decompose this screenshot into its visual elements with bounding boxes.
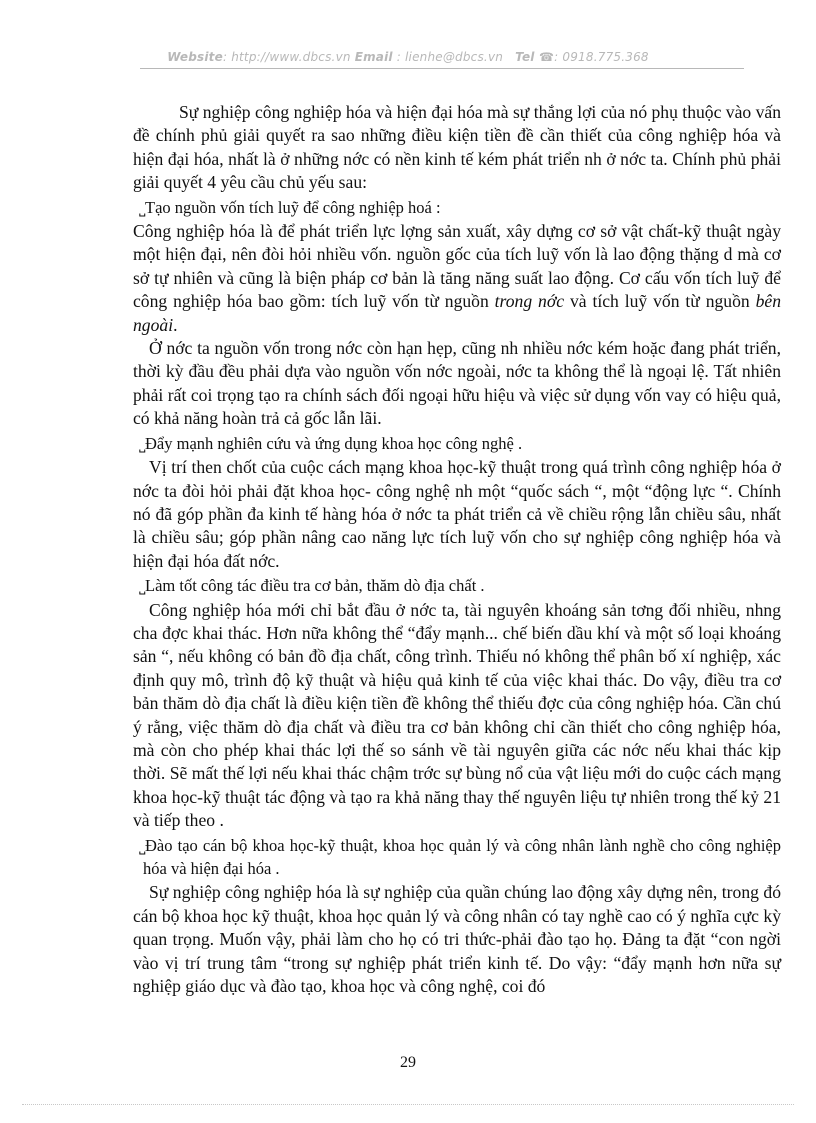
italic-foreign: bên ngoài — [133, 291, 781, 335]
tel-value: : 0918.775.368 — [554, 50, 649, 64]
website-url[interactable]: : http://www.dbcs.vn — [222, 50, 351, 64]
bullet-mark: ˽ — [139, 433, 146, 453]
footer-divider — [22, 1104, 794, 1105]
paragraph-text: và tích luỹ vốn từ nguồn — [564, 291, 756, 312]
page-header — [0, 50, 816, 64]
paragraph-geology: Công nghiệp hóa mới chỉ bắt đầu ở nớc ta, tài nguyên khoáng sản tơng đối nhiều, nhng cha đợc khai thác. Hơn nữa không thể “đẩy mạnh... chế biến dầu khí và một số loại khoáng sản “, nếu không có bản đồ địa chất, công trình. Thiếu nó không thể phân bố xí nghiệp, xác định quy mô, trình độ kỹ thuật và hiệu quả kinh tế của việc khai thác. Do vậy, điều tra cơ bản thăm dò địa chất là điều kiện tiền đề không thể thiếu đợc của công nghiệp hóa. Cần chú ý rằng, việc thăm dò địa chất và điều tra cơ bản không chỉ cần thiết cho công nghiệp hóa, mà còn cho phép khai thác lợi thế so sánh về tài nguyên giữa các nớc nếu khai thác kịp thời. Sẽ mất thế lợi nếu khai thác chậm trớc sự bùng nổ của vật liệu mới do cuộc cách mạng khoa học-kỹ thuật tác động và tạo ra khả năng thay thế nguyên liệu tự nhiên trong thế kỷ 21 và tiếp theo . — [133, 599, 781, 831]
bullet-text: Làm tốt công tác điều tra cơ bản, thăm dò địa chất . — [145, 576, 485, 596]
bullet-capital — [133, 196, 781, 219]
bullet-mark: ˽ — [139, 835, 146, 855]
bullet-science — [133, 432, 781, 455]
paragraph-text: Công nghiệp hóa là để phát triển lực lợng sản xuất, xây dựng cơ sở vật chất-kỹ thuật ngày một hiện đại, nên đòi hỏi nhiều vốn. nguồn gốc của tích luỹ vốn là lao động thặng d mà cơ sở tự nhiên và cũng là biện pháp cơ bản là tăng năng suất lao động. Cơ cấu vốn tích luỹ để công nghiệp hóa bao gồm: tích luỹ vốn từ nguồn — [133, 221, 781, 312]
bullet-text: Tạo nguồn vốn tích luỹ để công nghiệp hoá : — [145, 197, 441, 217]
tel-label: Tel ☎ — [515, 50, 555, 64]
bullet-mark: ˽ — [139, 576, 146, 596]
paragraph-training: Sự nghiệp công nghiệp hóa là sự nghiệp của quần chúng lao động xây dựng nên, trong đó cán bộ khoa học kỹ thuật, khoa học quản lý và công nhân có tay nghề cao có ý nghĩa cực kỳ quan trọng. Muốn vậy, phải làm cho họ có tri thức-phải đào tạo họ. Đảng ta đặt “con ngời vào vị trí trung tâm “trong sự nghiệp phát triển kinh tế. Do vậy: “đẩy mạnh hơn nữa sự nghiệp giáo dục và đào tạo, khoa học và công nghệ, coi đó — [133, 882, 781, 997]
bullet-mark: ˽ — [139, 197, 146, 217]
bullet-text: Đào tạo cán bộ khoa học-kỹ thuật, khoa học quản lý và công nhân lành nghề cho công nghiệp hóa và hiện đại hóa . — [143, 835, 781, 878]
body-text — [133, 101, 781, 998]
page-number: 29 — [400, 1054, 416, 1071]
header-divider — [140, 68, 744, 69]
email-label: Email — [354, 50, 393, 64]
bullet-text: Đẩy mạnh nghiên cứu và ứng dụng khoa học công nghệ . — [145, 433, 523, 453]
paragraph-science: Vị trí then chốt của cuộc cách mạng khoa học-kỹ thuật trong quá trình công nghiệp hóa ở nớc ta đòi hỏi phải đặt khoa học- công nghệ nh một “quốc sách “, một “động lực “. Chính nó đã góp phần đa kinh tế hàng hóa ở nớc ta phát triển cả về chiều rộng lẫn chiều sâu, nhất là chiều sâu; góp phần nâng cao năng lực tích luỹ vốn cho sự nghiệp công nghiệp hóa và hiện đại hóa đất nớc. — [133, 457, 781, 571]
bullet-training — [133, 834, 781, 881]
paragraph-intro: Sự nghiệp công nghiệp hóa và hiện đại hóa mà sự thắng lợi của nó phụ thuộc vào vấn đề chính phủ giải quyết ra sao những điều kiện tiền đề cần thiết của công nghiệp hóa và hiện đại hóa, nhất là ở những nớc có nền kinh tế kém phát triển nh ở nớc ta. Chính phủ phải giải quyết 4 yêu cầu chủ yếu sau: — [133, 102, 781, 193]
website-label: Website — [167, 50, 223, 64]
bullet-geology — [133, 574, 781, 597]
email-value[interactable]: : lienhe@dbcs.vn — [392, 50, 504, 64]
paragraph-capital — [133, 220, 781, 337]
paragraph-foreign-capital: Ở nớc ta nguồn vốn trong nớc còn hạn hẹp, cũng nh nhiều nớc kém hoặc đang phát triển, thời kỳ đầu đều phải dựa vào nguồn vốn nớc ngoài, nớc ta không thể là ngoại lệ. Tất nhiên phải rất coi trọng tạo ra chính sách đối ngoại hữu hiệu và việc sử dụng vốn vay có hiệu quả, có khả năng hoàn trả cả gốc lẫn lãi. — [133, 338, 781, 429]
italic-domestic: trong nớc — [494, 291, 565, 312]
paragraph-text: . — [173, 314, 178, 335]
